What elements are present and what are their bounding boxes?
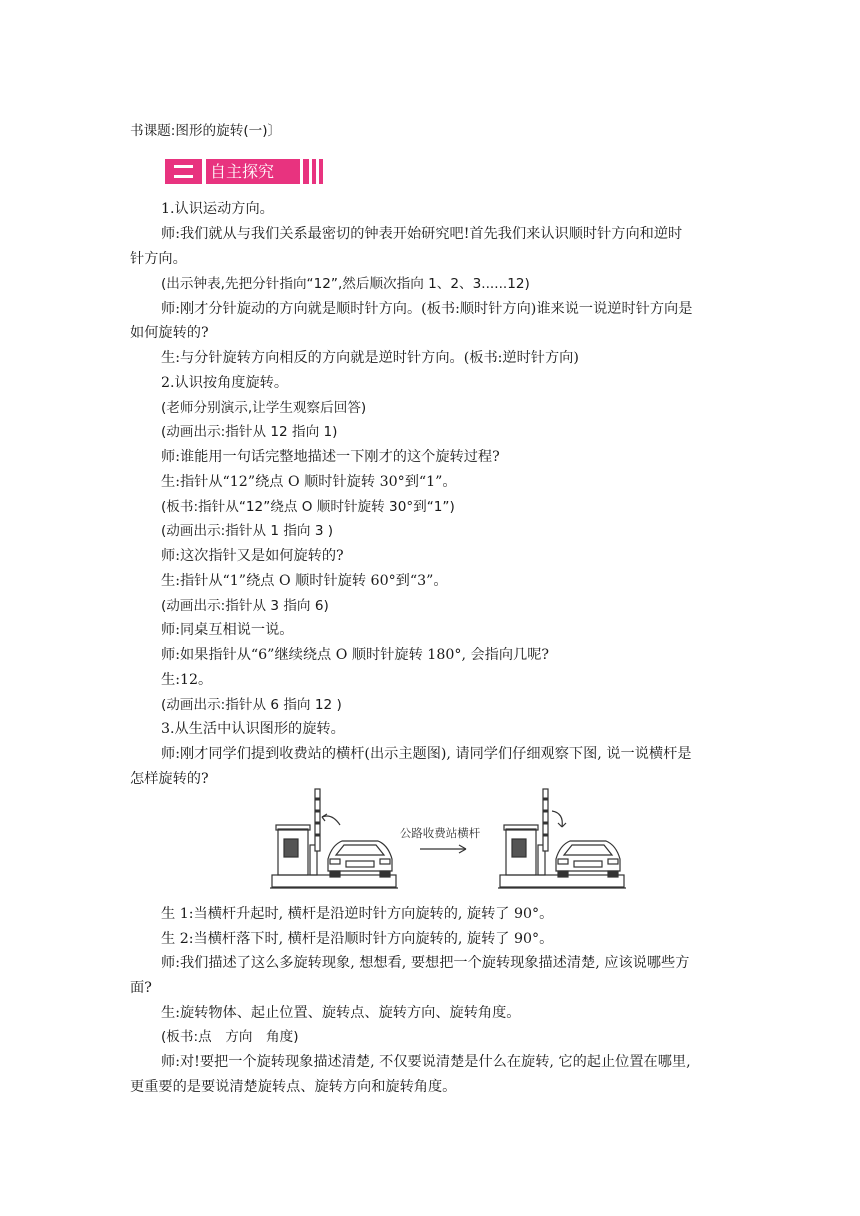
- body-line: (出示钟表,先把分针指向“12”,然后顺次指向 1、2、3......12): [161, 276, 530, 292]
- body-line: 生 2:当横杆落下时, 横杆是沿顺时针方向旋转的, 旋转了 90°。: [161, 931, 554, 947]
- toll-gate-figure: [270, 787, 630, 891]
- body-line: 3.从生活中认识图形的旋转。: [161, 721, 345, 737]
- body-line: (老师分别演示,让学生观察后回答): [161, 400, 367, 416]
- body-line: (动画出示:指针从 12 指向 1): [161, 424, 338, 440]
- body-line: 师:谁能用一句话完整地描述一下刚才的这个旋转过程?: [161, 449, 500, 465]
- body-line: 师:我们就从与我们关系最密切的钟表开始研究吧!首先我们来认识顺时针方向和逆时: [161, 226, 683, 242]
- body-line: 面?: [130, 980, 152, 996]
- body-line: 师:同桌互相说一说。: [161, 622, 294, 638]
- section-number-badge: [165, 159, 202, 184]
- body-line: (板书:点 方向 角度): [161, 1029, 299, 1045]
- body-line: (动画出示:指针从 3 指向 6): [161, 598, 329, 614]
- body-line: 师:我们描述了这么多旋转现象, 想想看, 要想把一个旋转现象描述清楚, 应该说哪些方: [161, 955, 690, 971]
- body-line: 生:指针从“12”绕点 O 顺时针旋转 30°到“1”。: [161, 474, 457, 490]
- body-line: 怎样旋转的?: [130, 771, 209, 787]
- body-line: 师:这次指针又是如何旋转的?: [161, 548, 344, 564]
- section-stripe: [319, 159, 323, 184]
- body-line: 师:刚才分针旋动的方向就是顺时针方向。(板书:顺时针方向)谁来说一说逆时针方向是: [161, 301, 693, 317]
- body-line: (动画出示:指针从 6 指向 12 ): [161, 697, 342, 713]
- body-line: 师:刚才同学们提到收费站的横杆(出示主题图), 请同学们仔细观察下图, 说一说横杆是: [161, 746, 692, 762]
- section-stripe: [303, 159, 309, 184]
- body-line: 生:指针从“1”绕点 O 顺时针旋转 60°到“3”。: [161, 573, 448, 589]
- section-title: 自主探究: [206, 159, 300, 184]
- lesson-title-line: 书课题:图形的旋转(一)〕: [130, 123, 282, 139]
- body-line: 师:对!要把一个旋转现象描述清楚, 不仅要说清楚是什么在旋转, 它的起止位置在哪里,: [161, 1054, 691, 1070]
- body-line: 生:与分针旋转方向相反的方向就是逆时针方向。(板书:逆时针方向): [161, 350, 579, 366]
- body-line: 师:如果指针从“6”继续绕点 O 顺时针旋转 180°, 会指向几呢?: [161, 647, 550, 663]
- body-line: 更重要的是要说清楚旋转点、旋转方向和旋转角度。: [130, 1079, 457, 1095]
- body-line: 如何旋转的?: [130, 325, 209, 341]
- body-line: (板书:指针从“12”绕点 O 顺时针旋转 30°到“1”): [161, 499, 455, 515]
- body-line: 生:12。: [161, 672, 213, 688]
- section-stripe: [312, 159, 316, 184]
- section-heading: [165, 159, 323, 184]
- body-line: 生 1:当横杆升起时, 横杆是沿逆时针方向旋转的, 旋转了 90°。: [161, 906, 554, 922]
- body-line: 1.认识运动方向。: [161, 201, 274, 217]
- body-line: 针方向。: [130, 251, 187, 267]
- figure-caption: 公路收费站横杆: [399, 826, 481, 840]
- body-line: 生:旋转物体、起止位置、旋转点、旋转方向、旋转角度。: [161, 1005, 521, 1021]
- body-line: 2.认识按角度旋转。: [161, 375, 289, 391]
- body-line: (动画出示:指针从 1 指向 3 ): [161, 523, 334, 539]
